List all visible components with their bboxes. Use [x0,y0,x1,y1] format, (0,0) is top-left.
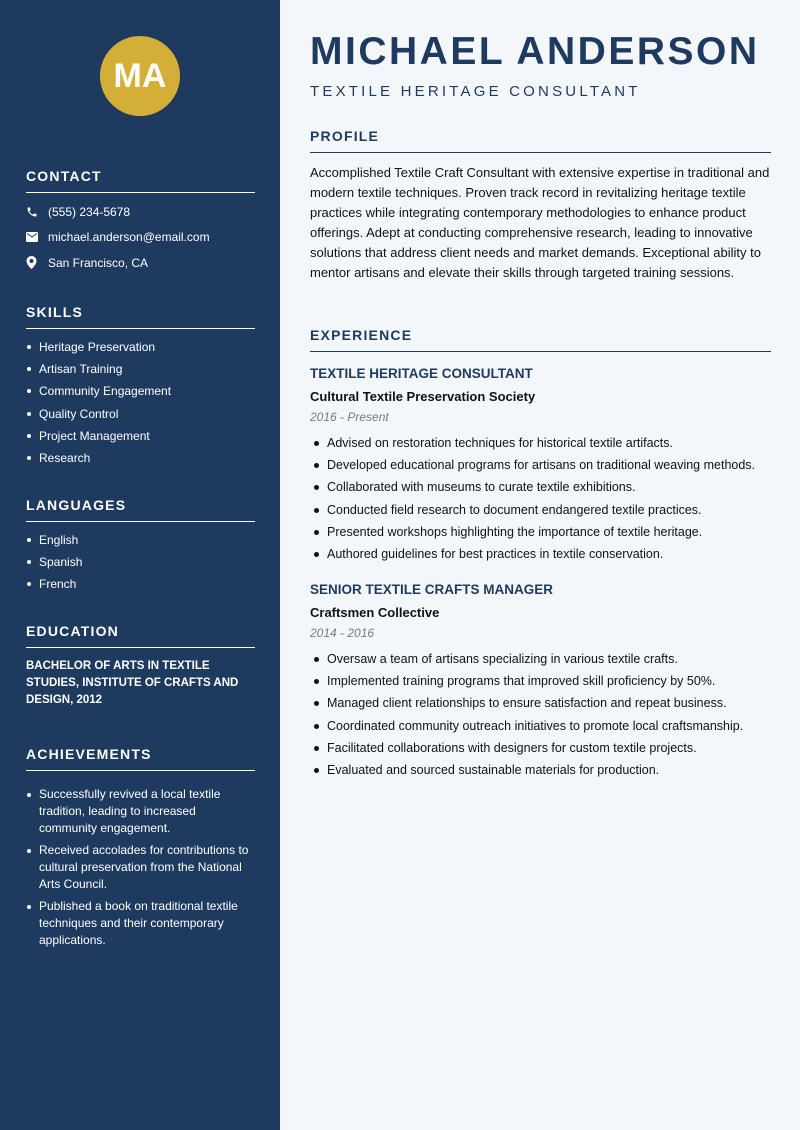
skills-heading: SKILLS [26,304,255,329]
job-dates: 2014 - 2016 [310,626,375,640]
skill-item: Research [26,447,255,469]
languages-heading: LANGUAGES [26,497,255,522]
profile-text: Accomplished Textile Craft Consultant with extensive expertise in traditional and modern textile techniques. Proven track record in revitalizing heritage textile practices while integrating contemporary methodologies to enhance product offerings. Adept at conducting comprehensive research, leading to innovative solutions that address client needs and market demands. Exceptional ability to mentor artisans and elevate their skills through targeted training sessions. [310,165,770,281]
achievements-list [26,786,255,949]
education-section [26,623,255,709]
achievements-heading: ACHIEVEMENTS [26,746,255,771]
profile-heading: PROFILE [310,128,771,153]
job-bullet: Presented workshops highlighting the importance of textile heritage. [310,521,771,543]
job-company: Craftsmen Collective [310,605,440,620]
contact-location [26,250,255,276]
language-item: English [26,529,255,551]
contact-email [26,225,255,251]
languages-list [26,529,255,596]
achievements-section [26,746,255,954]
contact-email-text[interactable]: michael.anderson@email.com [48,230,210,245]
sidebar [0,0,280,1130]
job-title: TEXTILE HERITAGE CONSULTANT [310,366,533,381]
achievement-item: Successfully revived a local textile tradition, leading to increased community engagement. [26,786,255,837]
skill-item: Project Management [26,425,255,447]
candidate-name: MICHAEL ANDERSON [310,30,760,73]
job-bullet: Oversaw a team of artisans specializing in various textile crafts. [310,648,771,670]
skill-item: Community Engagement [26,380,255,402]
experience-heading: EXPERIENCE [310,327,771,352]
job-bullet: Conducted field research to document endangered textile practices. [310,499,771,521]
achievement-item: Published a book on traditional textile techniques and their contemporary applications. [26,898,255,949]
job-bullet: Evaluated and sourced sustainable materials for production. [310,759,771,781]
email-icon [26,232,48,242]
job-entry [310,581,771,781]
job-bullets [310,648,771,781]
location-pin-icon [26,256,48,269]
contact-heading: CONTACT [26,168,255,193]
contact-location-text: San Francisco, CA [48,255,149,270]
job-bullet: Advised on restoration techniques for historical textile artifacts. [310,432,771,454]
contact-phone [26,199,255,225]
job-title: SENIOR TEXTILE CRAFTS MANAGER [310,582,554,597]
job-company: Cultural Textile Preservation Society [310,389,536,404]
job-bullet: Managed client relationships to ensure satisfaction and repeat business. [310,692,771,714]
skill-item: Heritage Preservation [26,336,255,358]
job-dates: 2016 - Present [310,410,389,424]
skill-item: Quality Control [26,403,255,425]
job-bullet: Authored guidelines for best practices in textile conservation. [310,543,771,565]
achievement-item: Received accolades for contributions to cultural preservation from the National Arts Council. [26,842,255,893]
skill-item: Artisan Training [26,358,255,380]
language-item: Spanish [26,551,255,573]
contact-phone-text[interactable]: (555) 234-5678 [48,204,131,219]
job-bullet: Collaborated with museums to curate textile exhibitions. [310,476,771,498]
job-bullet: Developed educational programs for artisans on traditional weaving methods. [310,454,771,476]
job-entry [310,365,771,565]
candidate-role: TEXTILE HERITAGE CONSULTANT [310,83,641,100]
job-bullet: Facilitated collaborations with designers for custom textile projects. [310,737,771,759]
phone-icon [26,206,48,218]
job-bullets [310,432,771,565]
language-item: French [26,573,255,595]
skills-section [26,304,255,469]
education-degree: BACHELOR OF ARTS IN TEXTILE STUDIES, INSTITUTE OF CRAFTS AND DESIGN, 2012 [26,660,239,706]
skills-list [26,336,255,469]
education-heading: EDUCATION [26,623,255,648]
contact-section [26,168,255,276]
job-bullet: Coordinated community outreach initiatives to promote local craftsmanship. [310,715,771,737]
avatar: MA [100,36,180,116]
languages-section [26,497,255,596]
job-bullet: Implemented training programs that improved skill proficiency by 50%. [310,670,771,692]
